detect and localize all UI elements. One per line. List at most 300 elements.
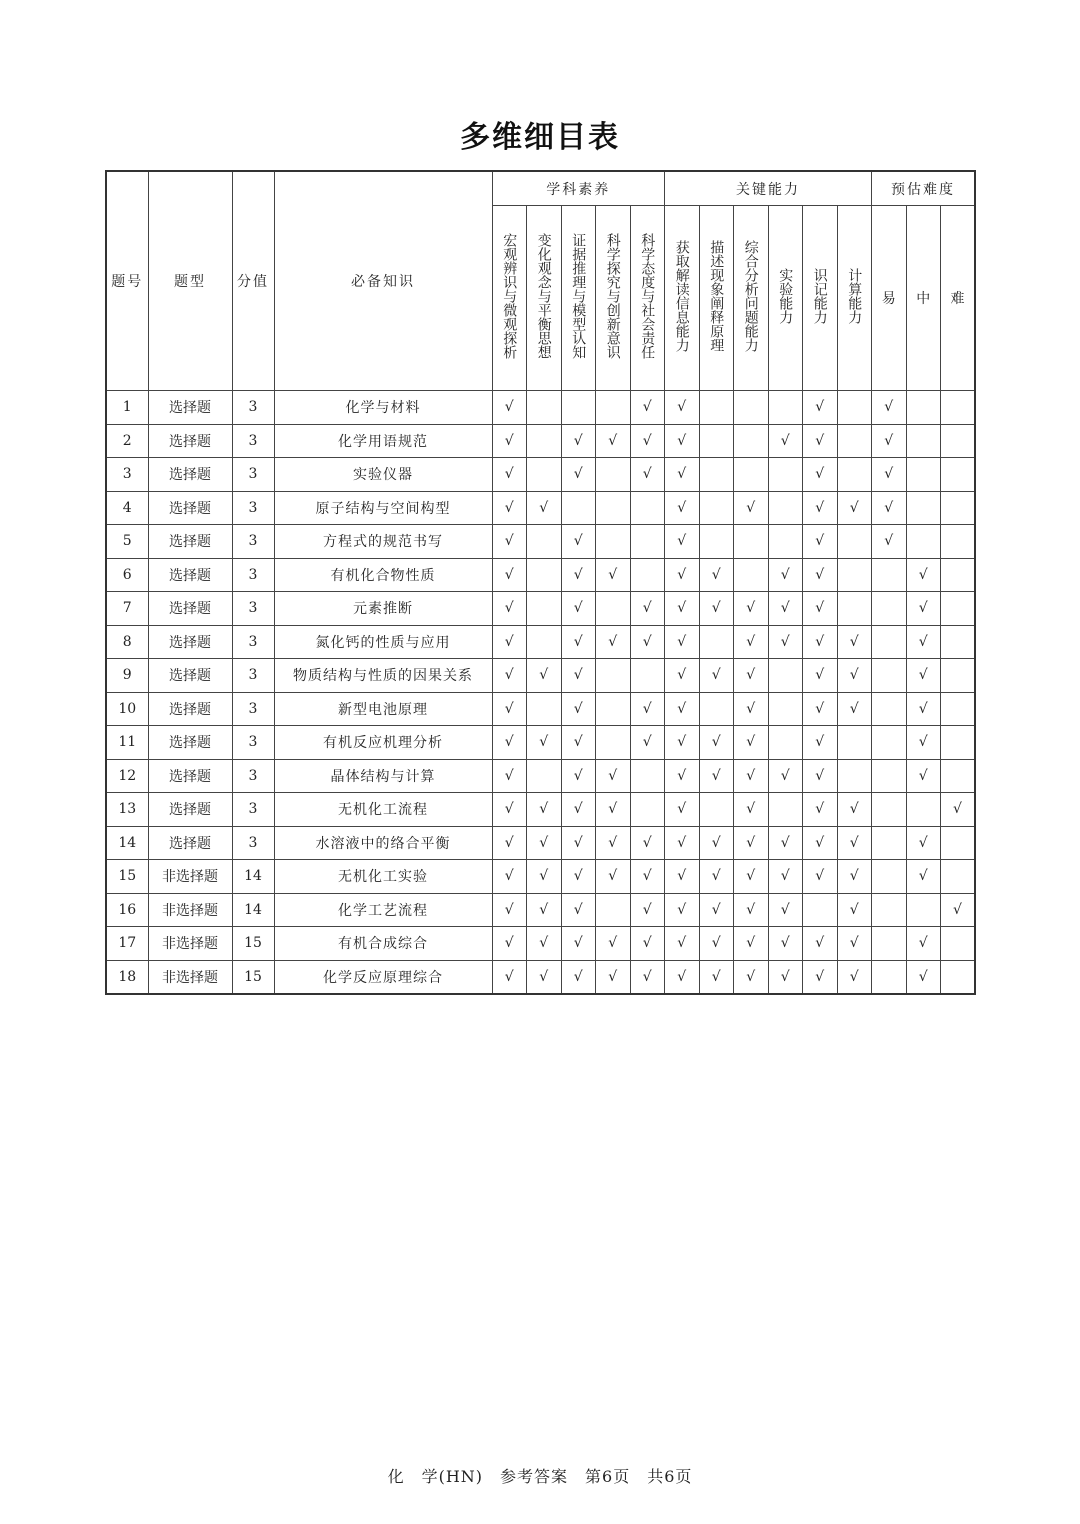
header-sub-label: 获取解读信息能力 (673, 240, 690, 352)
cell-empty (872, 860, 907, 894)
cell-check-mark: √ (906, 592, 941, 626)
cell-check-mark: √ (596, 625, 631, 659)
cell-check-mark: √ (906, 692, 941, 726)
cell-check-mark: √ (492, 458, 527, 492)
cell-type: 选择题 (148, 793, 232, 827)
cell-empty (768, 659, 803, 693)
cell-check-mark: √ (527, 960, 562, 994)
table-row (106, 424, 975, 458)
cell-empty (941, 826, 976, 860)
header-sub-label: 证据推理与模型认知 (570, 233, 587, 359)
cell-empty (941, 625, 976, 659)
cell-type: 选择题 (148, 458, 232, 492)
cell-check-mark: √ (527, 826, 562, 860)
cell-empty (941, 424, 976, 458)
cell-empty (941, 960, 976, 994)
header-sub-label: 科学态度与社会责任 (639, 233, 656, 359)
cell-check-mark: √ (561, 759, 596, 793)
cell-check-mark: √ (561, 793, 596, 827)
cell-score: 14 (232, 893, 274, 927)
cell-check-mark: √ (665, 793, 700, 827)
cell-check-mark: √ (906, 558, 941, 592)
cell-check-mark: √ (837, 893, 872, 927)
cell-check-mark: √ (492, 391, 527, 425)
cell-score: 15 (232, 927, 274, 961)
cell-empty (872, 927, 907, 961)
table-row (106, 860, 975, 894)
cell-score: 3 (232, 558, 274, 592)
cell-check-mark: √ (492, 659, 527, 693)
cell-check-mark: √ (768, 592, 803, 626)
header-sub-0 (492, 206, 527, 391)
cell-check-mark: √ (803, 793, 838, 827)
cell-check-mark: √ (699, 927, 734, 961)
cell-score: 3 (232, 491, 274, 525)
cell-empty (941, 558, 976, 592)
cell-check-mark: √ (699, 558, 734, 592)
header-sub-1 (527, 206, 562, 391)
cell-check-mark: √ (527, 927, 562, 961)
cell-type: 选择题 (148, 558, 232, 592)
cell-check-mark: √ (665, 625, 700, 659)
header-sub-label: 宏观辨识与微观探析 (501, 233, 518, 359)
cell-empty (906, 893, 941, 927)
cell-empty (699, 625, 734, 659)
cell-empty (699, 424, 734, 458)
cell-type: 非选择题 (148, 960, 232, 994)
cell-check-mark: √ (630, 625, 665, 659)
cell-check-mark: √ (630, 927, 665, 961)
table-row (106, 592, 975, 626)
cell-check-mark: √ (699, 826, 734, 860)
cell-score: 3 (232, 759, 274, 793)
cell-check-mark: √ (492, 558, 527, 592)
cell-check-mark: √ (665, 525, 700, 559)
cell-check-mark: √ (906, 927, 941, 961)
cell-check-mark: √ (803, 391, 838, 425)
cell-score: 3 (232, 391, 274, 425)
cell-empty (734, 424, 769, 458)
cell-check-mark: √ (665, 860, 700, 894)
cell-type: 选择题 (148, 625, 232, 659)
cell-check-mark: √ (734, 759, 769, 793)
cell-empty (699, 391, 734, 425)
table-row (106, 726, 975, 760)
cell-check-mark: √ (665, 659, 700, 693)
cell-check-mark: √ (561, 592, 596, 626)
cell-check-mark: √ (699, 726, 734, 760)
cell-empty (941, 458, 976, 492)
cell-id: 7 (106, 592, 148, 626)
table-row (106, 960, 975, 994)
cell-check-mark: √ (872, 491, 907, 525)
cell-check-mark: √ (734, 726, 769, 760)
cell-empty (596, 592, 631, 626)
cell-check-mark: √ (803, 525, 838, 559)
cell-empty (768, 793, 803, 827)
cell-empty (941, 860, 976, 894)
cell-check-mark: √ (665, 491, 700, 525)
cell-empty (734, 391, 769, 425)
cell-check-mark: √ (734, 659, 769, 693)
cell-check-mark: √ (527, 893, 562, 927)
cell-check-mark: √ (492, 860, 527, 894)
cell-check-mark: √ (630, 424, 665, 458)
header-sub-2 (561, 206, 596, 391)
cell-check-mark: √ (527, 726, 562, 760)
cell-type: 选择题 (148, 525, 232, 559)
cell-check-mark: √ (492, 592, 527, 626)
cell-empty (803, 893, 838, 927)
cell-check-mark: √ (872, 458, 907, 492)
cell-check-mark: √ (527, 860, 562, 894)
cell-empty (527, 525, 562, 559)
cell-knowledge: 化学反应原理综合 (274, 960, 492, 994)
cell-empty (906, 491, 941, 525)
cell-check-mark: √ (906, 625, 941, 659)
cell-check-mark: √ (906, 726, 941, 760)
cell-empty (630, 659, 665, 693)
cell-type: 非选择题 (148, 927, 232, 961)
cell-check-mark: √ (803, 860, 838, 894)
cell-check-mark: √ (768, 826, 803, 860)
table-row (106, 558, 975, 592)
cell-empty (872, 625, 907, 659)
header-group-difficulty: 预估难度 (872, 171, 976, 206)
cell-empty (630, 793, 665, 827)
cell-check-mark: √ (596, 424, 631, 458)
cell-check-mark: √ (803, 625, 838, 659)
cell-check-mark: √ (803, 692, 838, 726)
cell-check-mark: √ (492, 625, 527, 659)
cell-id: 5 (106, 525, 148, 559)
header-group-literacy: 学科素养 (492, 171, 665, 206)
cell-check-mark: √ (527, 793, 562, 827)
header-sub-label: 易 (881, 291, 896, 307)
cell-empty (699, 525, 734, 559)
header-sub-label: 综合分析问题能力 (742, 240, 759, 352)
cell-check-mark: √ (699, 893, 734, 927)
cell-id: 14 (106, 826, 148, 860)
cell-check-mark: √ (699, 592, 734, 626)
cell-check-mark: √ (699, 860, 734, 894)
cell-check-mark: √ (561, 927, 596, 961)
cell-check-mark: √ (837, 659, 872, 693)
cell-empty (768, 726, 803, 760)
cell-check-mark: √ (561, 458, 596, 492)
cell-empty (906, 525, 941, 559)
cell-check-mark: √ (492, 491, 527, 525)
cell-empty (630, 759, 665, 793)
header-id: 题号 (106, 171, 148, 391)
cell-empty (596, 391, 631, 425)
cell-id: 11 (106, 726, 148, 760)
cell-knowledge: 无机化工流程 (274, 793, 492, 827)
cell-type: 选择题 (148, 659, 232, 693)
cell-score: 3 (232, 692, 274, 726)
cell-empty (906, 391, 941, 425)
cell-score: 3 (232, 793, 274, 827)
header-group-ability: 关键能力 (665, 171, 872, 206)
cell-check-mark: √ (596, 793, 631, 827)
header-sub-6 (699, 206, 734, 391)
table-row (106, 793, 975, 827)
cell-empty (596, 659, 631, 693)
cell-check-mark: √ (561, 692, 596, 726)
cell-check-mark: √ (734, 793, 769, 827)
cell-id: 6 (106, 558, 148, 592)
cell-check-mark: √ (630, 826, 665, 860)
cell-check-mark: √ (665, 558, 700, 592)
cell-check-mark: √ (561, 525, 596, 559)
header-sub-13 (941, 206, 976, 391)
cell-empty (527, 625, 562, 659)
cell-empty (630, 491, 665, 525)
header-sub-label: 计算能力 (846, 268, 863, 324)
cell-check-mark: √ (803, 424, 838, 458)
cell-empty (734, 458, 769, 492)
header-score: 分值 (232, 171, 274, 391)
table-row (106, 625, 975, 659)
cell-check-mark: √ (492, 960, 527, 994)
cell-id: 8 (106, 625, 148, 659)
cell-check-mark: √ (734, 826, 769, 860)
cell-check-mark: √ (492, 927, 527, 961)
cell-check-mark: √ (734, 625, 769, 659)
cell-type: 选择题 (148, 391, 232, 425)
cell-knowledge: 元素推断 (274, 592, 492, 626)
cell-check-mark: √ (665, 960, 700, 994)
cell-empty (837, 391, 872, 425)
cell-check-mark: √ (630, 692, 665, 726)
cell-check-mark: √ (630, 860, 665, 894)
cell-check-mark: √ (561, 726, 596, 760)
table-row (106, 759, 975, 793)
cell-empty (872, 793, 907, 827)
cell-check-mark: √ (630, 458, 665, 492)
cell-check-mark: √ (734, 860, 769, 894)
header-sub-label: 实验能力 (777, 268, 794, 324)
cell-empty (906, 458, 941, 492)
table-row (106, 458, 975, 492)
table-body (106, 391, 975, 995)
cell-type: 选择题 (148, 491, 232, 525)
cell-type: 非选择题 (148, 893, 232, 927)
table-row (106, 525, 975, 559)
cell-empty (941, 491, 976, 525)
cell-knowledge: 无机化工实验 (274, 860, 492, 894)
table-row (106, 692, 975, 726)
cell-check-mark: √ (734, 692, 769, 726)
cell-check-mark: √ (837, 960, 872, 994)
cell-check-mark: √ (768, 960, 803, 994)
cell-empty (837, 424, 872, 458)
cell-check-mark: √ (768, 860, 803, 894)
cell-empty (872, 726, 907, 760)
cell-empty (837, 558, 872, 592)
header-sub-label: 科学探究与创新意识 (604, 233, 621, 359)
cell-check-mark: √ (734, 893, 769, 927)
table-row (106, 659, 975, 693)
cell-check-mark: √ (941, 893, 976, 927)
cell-check-mark: √ (803, 659, 838, 693)
cell-check-mark: √ (665, 458, 700, 492)
cell-check-mark: √ (492, 893, 527, 927)
cell-id: 1 (106, 391, 148, 425)
cell-empty (596, 692, 631, 726)
cell-check-mark: √ (630, 726, 665, 760)
header-sub-label: 难 (950, 291, 965, 307)
cell-knowledge: 物质结构与性质的因果关系 (274, 659, 492, 693)
cell-check-mark: √ (837, 491, 872, 525)
header-sub-4 (630, 206, 665, 391)
cell-empty (837, 458, 872, 492)
cell-check-mark: √ (492, 424, 527, 458)
cell-empty (596, 893, 631, 927)
cell-score: 3 (232, 424, 274, 458)
cell-check-mark: √ (630, 960, 665, 994)
table-row (106, 927, 975, 961)
cell-type: 选择题 (148, 692, 232, 726)
cell-check-mark: √ (665, 726, 700, 760)
cell-knowledge: 新型电池原理 (274, 692, 492, 726)
cell-knowledge: 有机反应机理分析 (274, 726, 492, 760)
cell-type: 选择题 (148, 826, 232, 860)
cell-check-mark: √ (596, 759, 631, 793)
cell-check-mark: √ (734, 960, 769, 994)
cell-check-mark: √ (837, 927, 872, 961)
cell-empty (699, 458, 734, 492)
cell-type: 选择题 (148, 726, 232, 760)
cell-empty (941, 391, 976, 425)
cell-knowledge: 原子结构与空间构型 (274, 491, 492, 525)
page-title: 多维细目表 (460, 120, 620, 155)
cell-check-mark: √ (837, 692, 872, 726)
cell-check-mark: √ (492, 826, 527, 860)
cell-id: 10 (106, 692, 148, 726)
cell-id: 16 (106, 893, 148, 927)
cell-check-mark: √ (906, 659, 941, 693)
cell-score: 3 (232, 625, 274, 659)
cell-check-mark: √ (768, 625, 803, 659)
cell-check-mark: √ (699, 759, 734, 793)
cell-check-mark: √ (561, 893, 596, 927)
header-sub-label: 识记能力 (811, 268, 828, 324)
cell-empty (596, 726, 631, 760)
header-sub-8 (768, 206, 803, 391)
cell-check-mark: √ (906, 826, 941, 860)
cell-check-mark: √ (906, 759, 941, 793)
cell-empty (561, 491, 596, 525)
cell-empty (527, 424, 562, 458)
cell-empty (734, 558, 769, 592)
cell-empty (768, 692, 803, 726)
cell-check-mark: √ (837, 793, 872, 827)
header-sub-10 (837, 206, 872, 391)
cell-check-mark: √ (527, 659, 562, 693)
cell-empty (768, 491, 803, 525)
header-row-groups (106, 171, 975, 206)
cell-check-mark: √ (803, 726, 838, 760)
cell-check-mark: √ (872, 424, 907, 458)
cell-check-mark: √ (872, 525, 907, 559)
cell-knowledge: 化学工艺流程 (274, 893, 492, 927)
cell-empty (561, 391, 596, 425)
cell-check-mark: √ (596, 558, 631, 592)
cell-check-mark: √ (906, 960, 941, 994)
cell-empty (941, 927, 976, 961)
cell-check-mark: √ (768, 927, 803, 961)
cell-empty (699, 491, 734, 525)
cell-check-mark: √ (665, 424, 700, 458)
cell-check-mark: √ (803, 558, 838, 592)
cell-empty (906, 424, 941, 458)
cell-check-mark: √ (527, 491, 562, 525)
cell-empty (941, 592, 976, 626)
cell-check-mark: √ (492, 793, 527, 827)
cell-type: 选择题 (148, 759, 232, 793)
cell-empty (699, 692, 734, 726)
cell-check-mark: √ (768, 893, 803, 927)
cell-empty (527, 458, 562, 492)
cell-empty (837, 525, 872, 559)
cell-check-mark: √ (561, 625, 596, 659)
cell-check-mark: √ (665, 692, 700, 726)
cell-check-mark: √ (803, 960, 838, 994)
cell-id: 4 (106, 491, 148, 525)
cell-empty (837, 726, 872, 760)
cell-check-mark: √ (665, 759, 700, 793)
cell-check-mark: √ (872, 391, 907, 425)
cell-empty (768, 458, 803, 492)
cell-check-mark: √ (768, 759, 803, 793)
header-sub-label: 中 (916, 291, 931, 307)
cell-check-mark: √ (665, 391, 700, 425)
cell-check-mark: √ (803, 826, 838, 860)
header-sub-11 (872, 206, 907, 391)
header-sub-9 (803, 206, 838, 391)
cell-id: 17 (106, 927, 148, 961)
cell-check-mark: √ (596, 960, 631, 994)
cell-empty (941, 759, 976, 793)
header-sub-label: 变化观念与平衡思想 (535, 233, 552, 359)
cell-id: 3 (106, 458, 148, 492)
cell-check-mark: √ (837, 860, 872, 894)
cell-check-mark: √ (734, 927, 769, 961)
cell-empty (768, 525, 803, 559)
cell-empty (527, 558, 562, 592)
cell-empty (596, 458, 631, 492)
cell-score: 3 (232, 726, 274, 760)
cell-empty (941, 659, 976, 693)
cell-knowledge: 有机合成综合 (274, 927, 492, 961)
cell-empty (872, 960, 907, 994)
cell-check-mark: √ (941, 793, 976, 827)
cell-check-mark: √ (596, 927, 631, 961)
cell-check-mark: √ (665, 893, 700, 927)
cell-check-mark: √ (734, 491, 769, 525)
cell-score: 3 (232, 826, 274, 860)
cell-check-mark: √ (906, 860, 941, 894)
cell-check-mark: √ (492, 759, 527, 793)
cell-check-mark: √ (803, 759, 838, 793)
cell-empty (596, 525, 631, 559)
header-knowledge: 必备知识 (274, 171, 492, 391)
cell-check-mark: √ (699, 659, 734, 693)
cell-score: 14 (232, 860, 274, 894)
table-row (106, 826, 975, 860)
cell-empty (941, 726, 976, 760)
